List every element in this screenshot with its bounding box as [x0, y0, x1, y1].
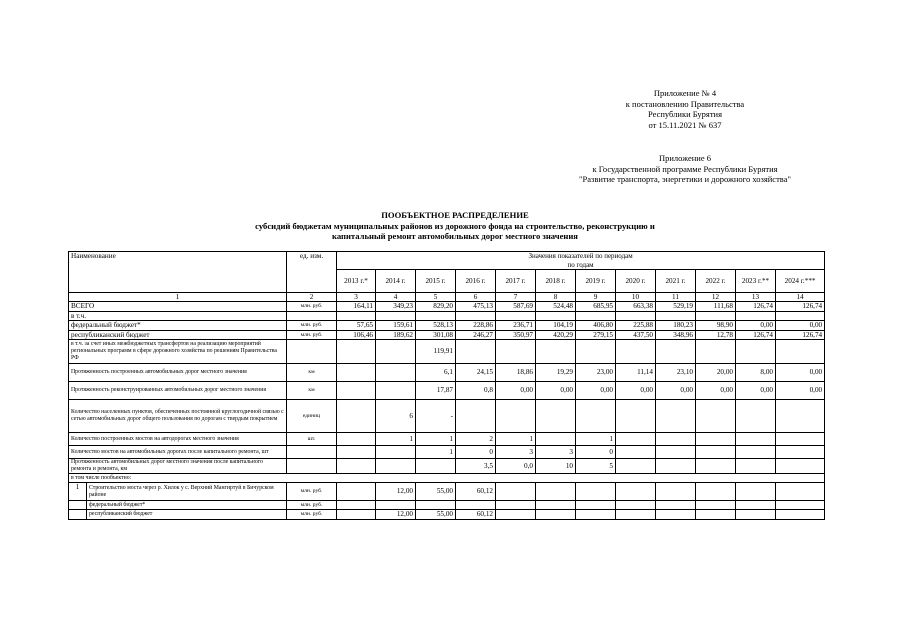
row-unit: млн. руб. [287, 483, 337, 501]
title-line-1: ПООБЪЕКТНОЕ РАСПРЕДЕЛЕНИЕ [381, 210, 529, 220]
row-value: 829,20 [416, 302, 456, 311]
row-value [416, 311, 456, 320]
row-name: Протяженность построенных автомобильных дорог местного значения [69, 364, 287, 382]
row-value [496, 400, 536, 433]
row-value [576, 311, 616, 320]
row-value [736, 483, 776, 501]
row-value [496, 483, 536, 501]
row-value: 0,00 [776, 321, 825, 330]
header-column-number: 2 [287, 293, 337, 302]
title-line-3: капитальный ремонт автомобильных дорог местного значения [332, 231, 578, 241]
row-value [616, 400, 656, 433]
row-value [776, 340, 825, 364]
row-value [536, 483, 576, 501]
document-title [160, 210, 750, 242]
row-value: 60,12 [456, 510, 496, 519]
row-value: 126,74 [776, 302, 825, 311]
table-row [69, 474, 825, 483]
row-value [337, 433, 376, 446]
row-value: 126,74 [776, 330, 825, 339]
row-value [656, 311, 696, 320]
row-value: 20,00 [696, 364, 736, 382]
row-section-label: в том числе пообъектно: [69, 474, 825, 483]
header-column-number: 6 [456, 293, 496, 302]
row-value [696, 311, 736, 320]
row-value: 55,00 [416, 510, 456, 519]
row-value: 0 [576, 446, 616, 459]
row-name: ВСЕГО [69, 302, 287, 311]
row-value [337, 459, 376, 474]
row-value [776, 311, 825, 320]
header-year: 2019 г. [576, 270, 616, 293]
row-value: 3 [536, 446, 576, 459]
row-value [776, 446, 825, 459]
row-unit: млн. руб. [287, 330, 337, 339]
row-unit [287, 311, 337, 320]
header-column-number: 1 [69, 293, 287, 302]
row-value [576, 501, 616, 510]
row-value: 246,27 [456, 330, 496, 339]
row-value: 19,29 [536, 364, 576, 382]
appendix-6-line: к Государственной программе Республики Бурятия [592, 163, 778, 174]
table-row [69, 433, 825, 446]
row-value [337, 446, 376, 459]
row-value: 55,00 [416, 483, 456, 501]
appendix-4-date: от 15.11.2021 № 637 [648, 119, 722, 130]
row-value: 349,23 [376, 302, 416, 311]
row-value: 0,00 [736, 382, 776, 400]
row-value: 6,1 [416, 364, 456, 382]
row-value: 12,00 [376, 483, 416, 501]
row-value: 106,46 [337, 330, 376, 339]
table-row [69, 364, 825, 382]
row-unit: единиц [287, 400, 337, 433]
row-value [696, 510, 736, 519]
row-value [656, 459, 696, 474]
row-value [736, 446, 776, 459]
row-value: 0,00 [536, 382, 576, 400]
row-value [736, 510, 776, 519]
row-value: 3,5 [456, 459, 496, 474]
header-year: 2018 г. [536, 270, 576, 293]
row-value: 12,78 [696, 330, 736, 339]
row-value: 420,29 [536, 330, 576, 339]
row-value [496, 501, 536, 510]
row-value: 3 [496, 446, 536, 459]
row-value: 98,90 [696, 321, 736, 330]
row-value [456, 311, 496, 320]
row-unit [287, 446, 337, 459]
row-value: 663,38 [616, 302, 656, 311]
row-value [576, 400, 616, 433]
row-unit: млн. руб. [287, 501, 337, 510]
row-name: Протяженность реконструированных автомобильных дорог местного значения [69, 382, 287, 400]
row-value [337, 510, 376, 519]
row-value [736, 311, 776, 320]
row-value [536, 400, 576, 433]
row-value: 180,23 [656, 321, 696, 330]
row-value: 164,11 [337, 302, 376, 311]
row-value [616, 311, 656, 320]
row-value [616, 483, 656, 501]
row-value [576, 340, 616, 364]
row-value [696, 501, 736, 510]
row-value: 17,87 [416, 382, 456, 400]
row-value [496, 340, 536, 364]
row-value [456, 340, 496, 364]
row-value [616, 446, 656, 459]
header-column-number: 14 [776, 293, 825, 302]
row-index [69, 501, 87, 510]
row-value: 0,00 [776, 382, 825, 400]
row-value [616, 433, 656, 446]
row-name: Количество мостов на автомобильных дорогах после капитального ремонта, шт [69, 446, 287, 459]
row-value [376, 364, 416, 382]
appendix-6-title: Приложение 6 [659, 153, 711, 163]
row-value: 524,48 [536, 302, 576, 311]
row-value [656, 340, 696, 364]
row-value: 189,62 [376, 330, 416, 339]
row-value [496, 311, 536, 320]
row-value [416, 501, 456, 510]
row-value: 119,91 [416, 340, 456, 364]
row-value [376, 382, 416, 400]
table-row [69, 510, 825, 519]
row-value [496, 510, 536, 519]
header-year: 2013 г.* [337, 270, 376, 293]
row-unit [287, 340, 337, 364]
row-value: 57,65 [337, 321, 376, 330]
table-row [69, 400, 825, 433]
row-value: 0,0 [496, 459, 536, 474]
row-name: Количество населенных пунктов, обеспеченных постоянной круглогодичной связью с сетью автомобильных дорог общего пользования по дорогам с твердым покрытием [69, 400, 287, 433]
row-value [337, 364, 376, 382]
appendix-4-title: Приложение № 4 [653, 88, 717, 98]
row-value [456, 501, 496, 510]
row-value: 0,8 [456, 382, 496, 400]
row-index [69, 510, 87, 519]
row-value [656, 483, 696, 501]
row-value [337, 311, 376, 320]
header-values-subtitle: по годам [337, 261, 825, 270]
row-value: 528,13 [416, 321, 456, 330]
table-row [69, 459, 825, 474]
row-value: 104,19 [536, 321, 576, 330]
row-value: 2 [456, 433, 496, 446]
row-name: федеральный бюджет* [87, 501, 287, 510]
header-column-number: 7 [496, 293, 536, 302]
header-column-number: 13 [736, 293, 776, 302]
row-value: 685,95 [576, 302, 616, 311]
table-row [69, 483, 825, 501]
row-value: 10 [536, 459, 576, 474]
row-value: 23,00 [576, 364, 616, 382]
header-unit: ед. изм. [287, 252, 337, 293]
title-line-2: субсидий бюджетам муниципальных районов из дорожного фонда на строительство, реконструкцию и [255, 220, 655, 231]
row-value [337, 483, 376, 501]
header-column-number: 9 [576, 293, 616, 302]
header-year: 2024 г.*** [776, 270, 825, 293]
row-value [696, 433, 736, 446]
row-value [696, 483, 736, 501]
header-year: 2017 г. [496, 270, 536, 293]
row-value [536, 501, 576, 510]
header-year: 2015 г. [416, 270, 456, 293]
row-value [736, 459, 776, 474]
table-row [69, 321, 825, 330]
appendix-4-line: Республики Бурятия [647, 109, 723, 119]
table-row [69, 340, 825, 364]
row-value: 18,86 [496, 364, 536, 382]
header-year: 2016 г. [456, 270, 496, 293]
row-value [376, 311, 416, 320]
row-value [536, 311, 576, 320]
row-unit: млн. руб. [287, 302, 337, 311]
row-value: 279,15 [576, 330, 616, 339]
row-name: республиканский бюджет [69, 330, 287, 339]
row-value [337, 501, 376, 510]
row-unit: млн. руб. [287, 321, 337, 330]
row-value [656, 501, 696, 510]
row-value [616, 510, 656, 519]
header-column-number: 8 [536, 293, 576, 302]
row-value: 301,08 [416, 330, 456, 339]
row-name: республиканский бюджет [87, 510, 287, 519]
row-value: 406,80 [576, 321, 616, 330]
row-value [736, 400, 776, 433]
row-value: 0,00 [696, 382, 736, 400]
row-value [776, 501, 825, 510]
row-unit: млн. руб. [287, 510, 337, 519]
row-value [736, 433, 776, 446]
distribution-table [68, 251, 825, 520]
row-value: 1 [376, 433, 416, 446]
header-column-number: 5 [416, 293, 456, 302]
row-value: 1 [416, 446, 456, 459]
row-value [656, 510, 696, 519]
row-value: - [416, 400, 456, 433]
table-row [69, 302, 825, 311]
row-value: 587,69 [496, 302, 536, 311]
row-name: в т.ч. [69, 311, 287, 320]
table-body [69, 302, 825, 519]
header-column-number: 3 [337, 293, 376, 302]
row-value [776, 433, 825, 446]
row-value: 0,00 [576, 382, 616, 400]
header-year: 2020 г. [616, 270, 656, 293]
row-value [776, 400, 825, 433]
appendix-4-block [585, 88, 785, 130]
row-value: 23,10 [656, 364, 696, 382]
row-value [616, 340, 656, 364]
row-value: 5 [576, 459, 616, 474]
header-column-number: 11 [656, 293, 696, 302]
row-value: 0,00 [736, 321, 776, 330]
row-value [536, 510, 576, 519]
row-value: 8,00 [736, 364, 776, 382]
row-value: 126,74 [736, 302, 776, 311]
table-row [69, 446, 825, 459]
row-value: 529,19 [656, 302, 696, 311]
row-name: в т.ч. за счет иных межбюджетных трансфертов на реализацию мероприятий региональных программ в сфере дорожного хозяйства по решениям Правительства РФ [69, 340, 287, 364]
row-unit: км [287, 364, 337, 382]
row-value: 475,13 [456, 302, 496, 311]
row-value: 11,14 [616, 364, 656, 382]
row-name: Количество построенных мостов на автодорогах местного значения [69, 433, 287, 446]
table-row [69, 330, 825, 339]
row-value: 111,68 [696, 302, 736, 311]
row-value: 0,00 [616, 382, 656, 400]
row-value: 236,71 [496, 321, 536, 330]
row-value [736, 501, 776, 510]
row-value [536, 433, 576, 446]
row-name: Строительство моста через р. Хилок у с. Верхний Мангиртуй в Бичурском районе [87, 483, 287, 501]
row-value: 159,61 [376, 321, 416, 330]
row-value: 6 [376, 400, 416, 433]
row-value: 0,00 [496, 382, 536, 400]
row-value [696, 446, 736, 459]
row-name: Протяженность автомобильных дорог местного значения после капитального ремонта и ремонта, км [69, 459, 287, 474]
row-value: 12,00 [376, 510, 416, 519]
row-value [776, 459, 825, 474]
row-value: 1 [576, 433, 616, 446]
appendix-6-block [545, 153, 825, 185]
row-value: 1 [416, 433, 456, 446]
row-value: 350,97 [496, 330, 536, 339]
row-unit [287, 459, 337, 474]
row-value [656, 400, 696, 433]
header-column-number: 4 [376, 293, 416, 302]
row-value: 437,50 [616, 330, 656, 339]
table-row [69, 311, 825, 320]
row-value [696, 459, 736, 474]
row-value [376, 459, 416, 474]
row-value [337, 400, 376, 433]
row-name: федеральный бюджет* [69, 321, 287, 330]
header-column-number: 10 [616, 293, 656, 302]
header-year: 2023 г.** [736, 270, 776, 293]
appendix-4-line: к постановлению Правительства [625, 98, 745, 109]
row-unit: км [287, 382, 337, 400]
header-year: 2014 г. [376, 270, 416, 293]
row-value: 0 [456, 446, 496, 459]
row-value [376, 340, 416, 364]
appendix-6-program: "Развитие транспорта, энергетики и дорожного хозяйства" [579, 174, 791, 184]
row-value [616, 459, 656, 474]
row-value [656, 446, 696, 459]
row-value: 24,15 [456, 364, 496, 382]
row-value [376, 446, 416, 459]
row-value [616, 501, 656, 510]
row-value [337, 382, 376, 400]
row-value [337, 340, 376, 364]
table-row [69, 382, 825, 400]
table-row [69, 501, 825, 510]
header-year: 2022 г. [696, 270, 736, 293]
row-value [376, 501, 416, 510]
row-value [456, 400, 496, 433]
row-value [576, 510, 616, 519]
row-value: 225,88 [616, 321, 656, 330]
header-name: Наименование [69, 252, 287, 293]
row-value [416, 459, 456, 474]
row-value [696, 340, 736, 364]
row-value [776, 510, 825, 519]
row-value: 60,12 [456, 483, 496, 501]
header-column-number: 12 [696, 293, 736, 302]
header-column-numbers-row [69, 293, 825, 302]
row-value: 1 [496, 433, 536, 446]
row-value: 126,74 [736, 330, 776, 339]
row-value [576, 483, 616, 501]
row-value [656, 433, 696, 446]
row-value [736, 340, 776, 364]
row-value [696, 400, 736, 433]
header-year: 2021 г. [656, 270, 696, 293]
row-index: 1 [69, 483, 87, 501]
row-value: 348,96 [656, 330, 696, 339]
header-values-title: Значения показателей по периодам [337, 252, 825, 261]
row-value [536, 340, 576, 364]
row-value [776, 483, 825, 501]
row-unit: шт. [287, 433, 337, 446]
row-value: 228,86 [456, 321, 496, 330]
row-value: 0,00 [776, 364, 825, 382]
row-value: 0,00 [656, 382, 696, 400]
